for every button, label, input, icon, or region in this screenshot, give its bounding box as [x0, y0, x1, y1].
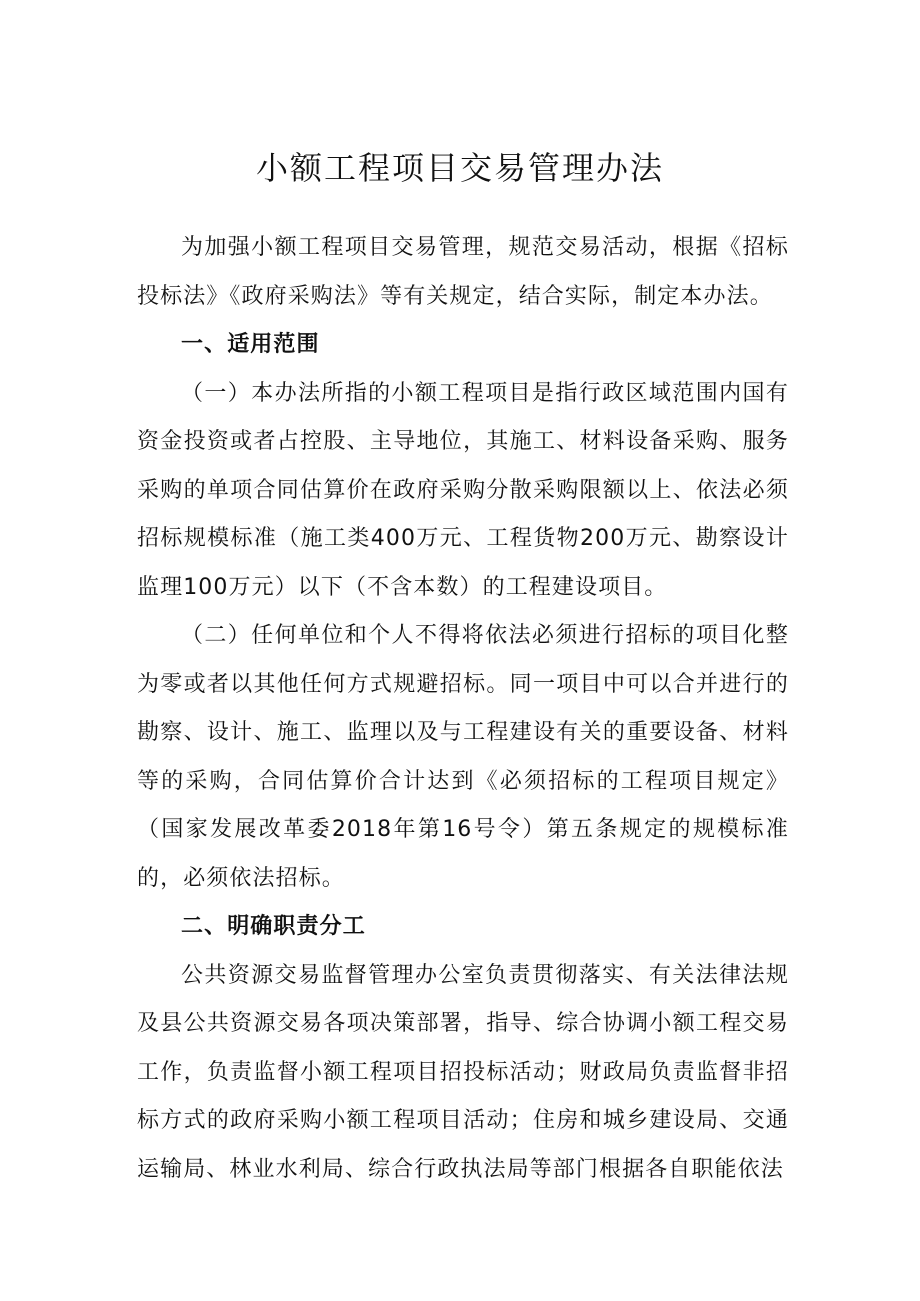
intro-paragraph: 为加强小额工程项目交易管理，规范交易活动，根据《招标投标法》《政府采购法》等有关规定，结合实际，制定本办法。 [137, 235, 789, 309]
document-title: 小额工程项目交易管理办法 [255, 149, 664, 187]
duties-paragraph-1: 公共资源交易监督管理办公室负责贯彻落实、有关法律法规及县公共资源交易各项决策部署，指导、综合协调小额工程交易工作，负责监督小额工程项目招投标活动；财政局负责监督非招标方式的政府采购小额工程项目活动；住房和城乡建设局、交通运输局、林业水利局、综合行政执法局等部门根据各自职能依法 [137, 962, 789, 1182]
scope-paragraph-2: （二）任何单位和个人不得将依法必须进行招标的项目化整为零或者以其他任何方式规避招标。同一项目中可以合并进行的勘察、设计、施工、监理以及与工程建设有关的重要设备、材料等的采购，合同估算价合计达到《必须招标的工程项目规定》（国家发展改革委2018年第16号令）第五条规定的规模标准的，必须依法招标。 [137, 623, 789, 891]
section-heading-scope: 一、适用范围 [181, 332, 320, 357]
scope-paragraph-1: （一）本办法所指的小额工程项目是指行政区域范围内国有资金投资或者占控股、主导地位，其施工、材料设备采购、服务采购的单项合同估算价在政府采购分散采购限额以上、依法必须招标规模标准（施工类400万元、工程货物200万元、勘察设计监理100万元）以下（不含本数）的工程建设项目。 [137, 380, 789, 600]
document-body [137, 224, 789, 1194]
section-heading-duties: 二、明确职责分工 [181, 914, 366, 939]
